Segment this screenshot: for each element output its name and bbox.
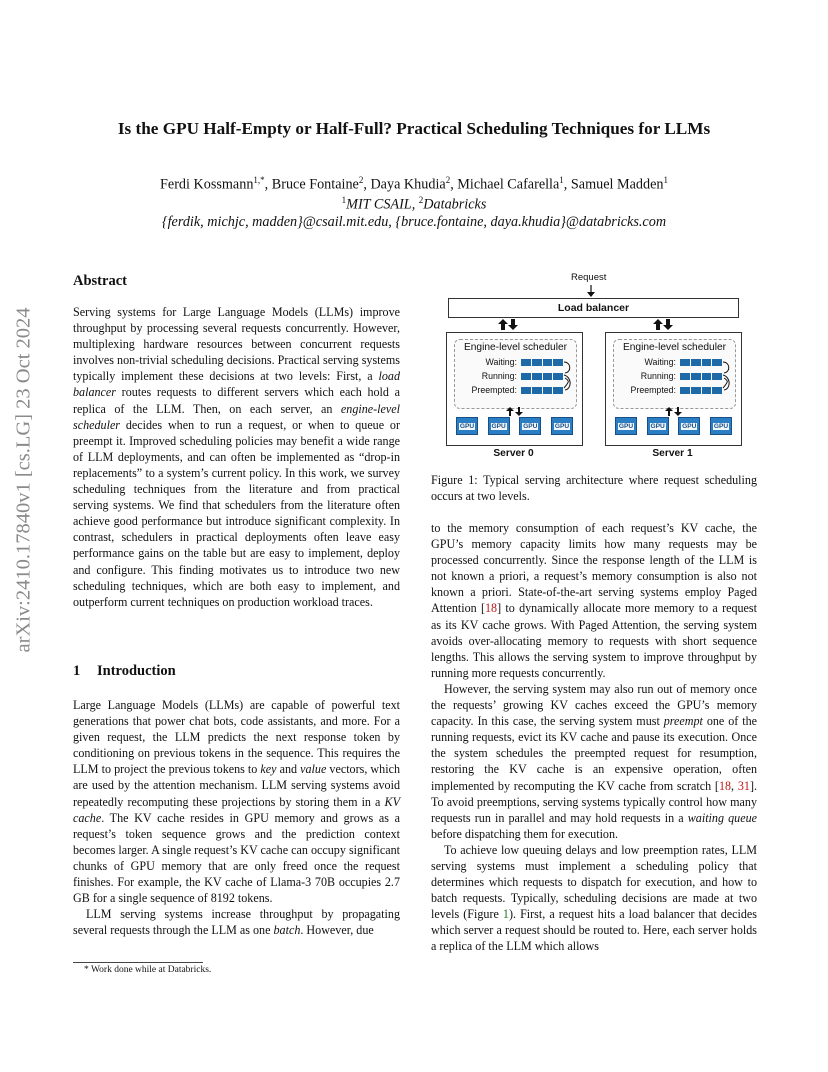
waiting-label: Waiting: [485,357,517,367]
citation-link[interactable]: 18 [485,601,498,616]
abstract-body [73,304,400,610]
waiting-queue [680,359,722,366]
request-arrow-icon [586,285,596,298]
right-paragraph-2: However, the serving system may also run out of memory once the requests’ growing KV caches exceed the GPU’s memory capacity. In this case, the serving system must preempt one of the running requests, evict its KV cache and pause its execution. Once the system schedules the preempted request for resumption, restoring the KV cache is an expensive operation, often implemented by recomputing the KV cache from scratch [18, 31]. To avoid preemptions, serving systems typically control how many requests run in parallel and may hold requests in a waiting queue before dispatching them for execution. [431,681,757,841]
footnote: * Work done while at Databricks. [84,965,212,975]
gpu-icon: GPU [519,417,541,435]
paper-title: Is the GPU Half-Empty or Half-Full? Practical Scheduling Techniques for LLMs [117,119,711,138]
intro-body [73,697,400,938]
queue-flow-arrows-icon [563,356,575,396]
gpu-icon: GPU [647,417,669,435]
figure-ref-link[interactable]: 1 [502,907,509,922]
server-1-label: Server 1 [652,448,693,459]
gpu-icon: GPU [710,417,732,435]
running-label: Running: [640,371,676,381]
citation-link[interactable]: 18 [718,778,732,793]
running-label: Running: [481,371,517,381]
server-1-box [605,332,742,446]
waiting-queue [521,359,563,366]
gpu-icon: GPU [456,417,478,435]
citation-link[interactable]: 31 [737,778,750,793]
preempted-queue [680,387,722,394]
bidirectional-arrow-icon [505,407,525,417]
running-queue [680,373,722,380]
engine-scheduler-box [454,339,577,409]
load-balancer-box: Load balancer [448,298,739,318]
server-0-label: Server 0 [493,448,534,459]
author-list: Ferdi Kossmann$^{1,*}$, Bruce Fontaine$^2$, Daya Khudia$^2$, Michael Cafarella$^1$, Samuel Madden$^1$ [160,175,668,193]
intro-heading [73,663,176,680]
author-emails: {ferdik, michjc, madden}@csail.mit.edu, {bruce.fontaine, daya.khudia}@databricks.com [161,214,667,230]
running-queue [521,373,563,380]
section-title: Introduction [97,663,176,679]
preempted-queue [521,387,563,394]
engine-scheduler-title: Engine-level scheduler [463,342,568,353]
arxiv-identifier: arXiv:2410.17840v1 [cs.LG] 23 Oct 2024 [12,307,35,653]
gpu-row [615,417,732,437]
right-paragraph-3: To achieve low queuing delays and low preemption rates, LLM serving systems must implement a scheduling policy that determines which requests to dispatch for execution, and how to batch requests. Typically, scheduling decisions are made at two levels (Figure 1). First, a request hits a load balancer that decides which server a request should be routed to. Here, each server holds a replica of the LLM which allows [431,842,757,954]
bidirectional-arrow-icon [664,407,684,417]
gpu-icon: GPU [551,417,573,435]
figure-1 [440,268,746,462]
intro-paragraph-2: LLM serving systems increase throughput by propagating several requests through the LLM as one batch. However, due [73,907,400,938]
server-0-box [446,332,583,446]
right-column-body [431,520,757,955]
bidirectional-arrow-icon [652,319,674,331]
section-number: 1 [73,663,81,679]
engine-scheduler-title: Engine-level scheduler [622,342,727,353]
engine-scheduler-box [613,339,736,409]
request-label: Request [571,272,607,283]
affiliations: $^1$MIT CSAIL, $^2$Databricks [341,195,487,213]
right-paragraph-1: to the memory consumption of each request’s KV cache, the GPU’s memory capacity limits how many requests may be processed concurrently. Since the response length of the LLM is not known a priori, a request’s memory consumption is also not known a priori. State-of-the-art serving systems employ Paged Attention [18] to dynamically allocate more memory to a request as its KV cache grows. With Paged Attention, the serving system avoids over-allocating memory to requests with short sequence lengths. This allows the serving system to improve throughput by running more requests concurrently. [431,521,757,680]
footnote-rule [73,962,203,963]
gpu-icon: GPU [678,417,700,435]
preempted-label: Preempted: [630,385,676,395]
preempted-label: Preempted: [471,385,517,395]
waiting-label: Waiting: [644,357,676,367]
abstract-heading: Abstract [73,273,127,289]
intro-paragraph-1: Large Language Models (LLMs) are capable of powerful text generations that power chat bots, code assistants, and more. For a given request, the LLM predicts the next response token by conditioning on previous tokens in the sequence. This requires the LLM to project the previous tokens to key and value vectors, which are used by the attention mechanism. LLM serving systems avoid repeatedly recomputing these projections by storing them in a KV cache. The KV cache resides in GPU memory and grows as a request’s token sequence grows and the prediction context becomes larger. A single request’s KV cache can occupy significant chunks of GPU memory that are only freed once the request finishes. For example, the KV cache of Llama-3 70B occupies 2.7 GB for a single sequence of 8192 tokens. [73,698,400,906]
gpu-icon: GPU [615,417,637,435]
queue-flow-arrows-icon [722,356,734,396]
gpu-icon: GPU [488,417,510,435]
abstract-text: Serving systems for Large Language Models (LLMs) improve throughput by processing several requests concurrently. However, multiplexing hardware resources between concurrent requests involves non-trivial scheduling decisions. Practical serving systems typically implement these decisions at two levels: First, a load balancer routes requests to different servers which each hold a replica of the LLM. Then, on each server, an engine-level scheduler decides when to run a request, or when to queue or preempt it. Improved scheduling policies may benefit a wide range of LLM deployments, and can often be implemented as “drop-in replacements” to a system’s current policy. In this work, we survey scheduling techniques from the literature and from practical serving systems. We find that schedulers from the literature often achieve good performance but introduce significant complexity. In contrast, schedulers in practical deployments often leave easy performance gains on the table but are easy to implement, deploy and configure. This finding motivates us to introduce two new scheduling techniques, which are both easy to implement, and outperform current techniques on production workload traces. [73,305,400,609]
figure-1-caption: Figure 1: Typical serving architecture where request scheduling occurs at two levels. [431,473,757,504]
bidirectional-arrow-icon [497,319,519,331]
gpu-row [456,417,573,437]
